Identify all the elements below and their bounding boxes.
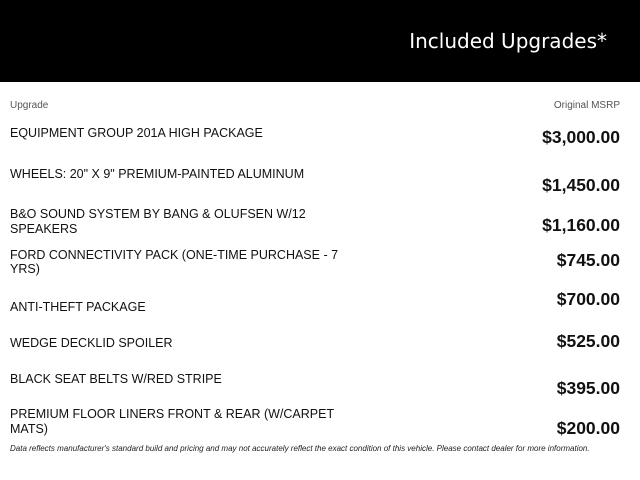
column-header-upgrade: Upgrade: [10, 100, 49, 111]
upgrade-row: [0, 123, 640, 164]
upgrade-price: $200.00: [556, 418, 620, 439]
upgrade-name: ANTI-THEFT PACKAGE: [10, 300, 146, 315]
column-header-msrp: Original MSRP: [553, 100, 620, 111]
upgrade-row: [0, 204, 640, 245]
upgrade-name: FORD CONNECTIVITY PACK (ONE-TIME PURCHASE - 7 YRS): [10, 247, 339, 277]
upgrade-price: $525.00: [556, 330, 620, 351]
header-bar: [0, 0, 640, 82]
upgrades-list: [0, 123, 640, 448]
upgrade-price: $745.00: [556, 249, 620, 270]
upgrade-name: BLACK SEAT BELTS W/RED STRIPE: [10, 371, 222, 386]
upgrade-name: WEDGE DECKLID SPOILER: [10, 335, 173, 350]
upgrade-name: B&O SOUND SYSTEM BY BANG & OLUFSEN W/12 SPEAKERS: [10, 207, 306, 236]
upgrade-name: PREMIUM FLOOR LINERS FRONT & REAR (W/CARPET MATS): [10, 407, 334, 436]
upgrade-row: [0, 407, 640, 448]
upgrade-row: [0, 285, 640, 326]
upgrade-row: [0, 164, 640, 205]
disclaimer-text: Data reflects manufacturer's standard build and pricing and may not accurately reflect the exact condition of this vehicle. Please contact dealer for more information.: [10, 444, 590, 453]
upgrade-name: WHEELS: 20" X 9" PREMIUM-PAINTED ALUMINUM: [10, 166, 305, 181]
upgrade-row: [0, 245, 640, 286]
upgrade-price: $395.00: [556, 377, 620, 398]
upgrade-price: $1,450.00: [542, 174, 620, 195]
upgrade-row: [0, 367, 640, 408]
upgrade-price: $3,000.00: [542, 127, 620, 147]
upgrade-price: $1,160.00: [542, 215, 620, 236]
page-title: Included Upgrades*: [409, 29, 607, 53]
upgrade-price: $700.00: [556, 289, 620, 310]
upgrade-name: EQUIPMENT GROUP 201A HIGH PACKAGE: [10, 126, 263, 140]
upgrade-row: [0, 326, 640, 367]
